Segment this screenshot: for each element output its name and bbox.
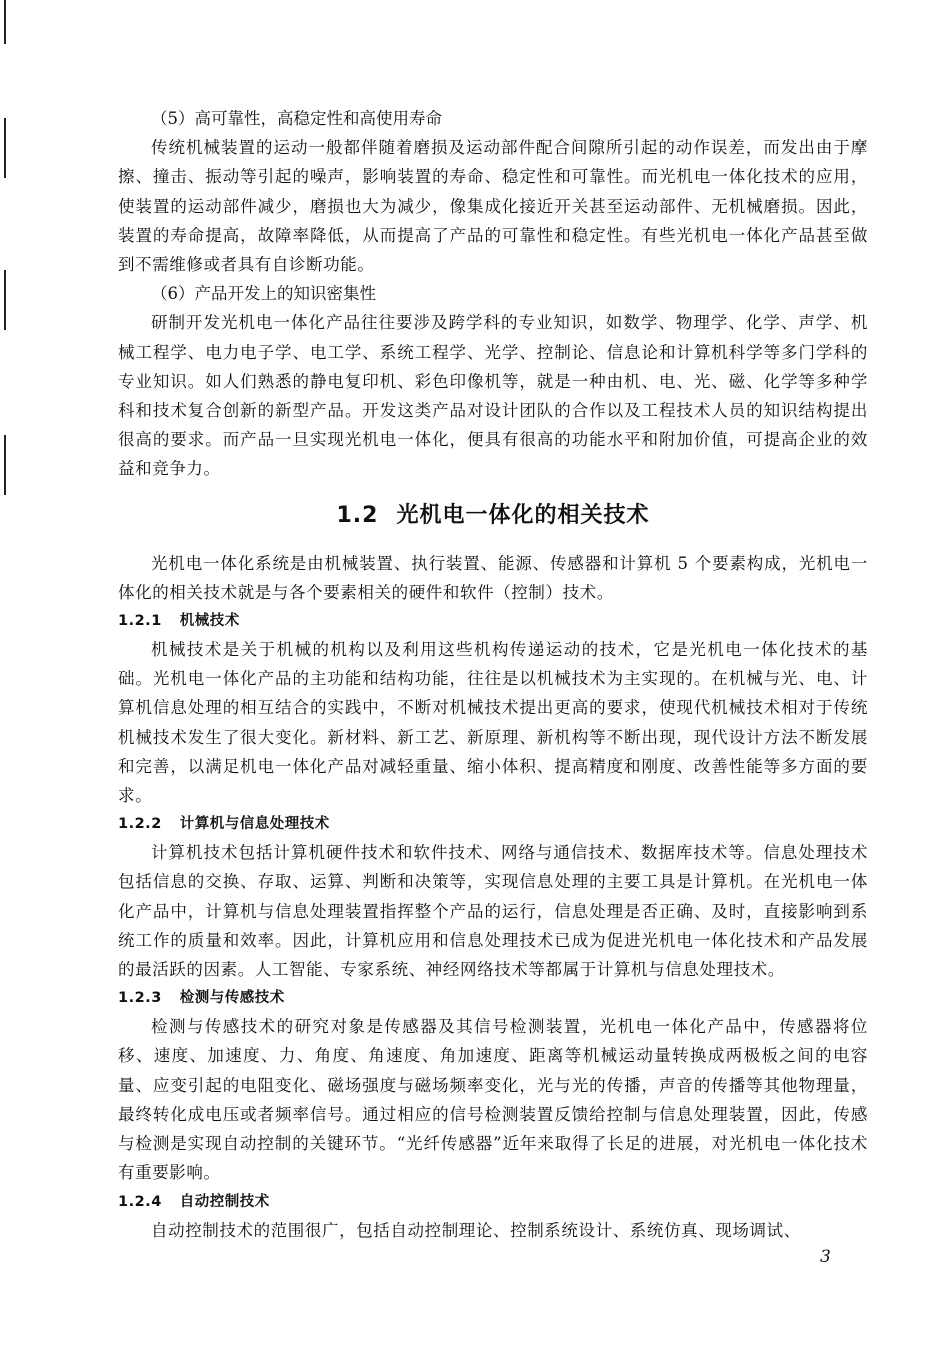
subsection-title: 自动控制技术 <box>179 1193 270 1210</box>
scan-edge-mark <box>4 435 6 495</box>
paragraph: 机械技术是关于机械的机构以及利用这些机构传递运动的技术，它是光机电一体化技术的基础。光机电一体化产品的主功能和结构功能，往往是以机械技术为主实现的。在机械与光、电、计算机信息处理的相互结合的实践中，不断对机械技术提出更高的要求，使现代机械技术相对于传统机械技术发生了很大变化。新材料、新工艺、新原理、新机构等不断出现，现代设计方法不断发展和完善，以满足机电一体化产品对减轻重量、缩小体积、提高精度和刚度、改善性能等多方面的要求。 <box>118 640 868 806</box>
page-number: 3 <box>820 1247 831 1267</box>
paragraph: 计算机技术包括计算机硬件技术和软件技术、网络与通信技术、数据库技术等。信息处理技术包括信息的交换、存取、运算、判断和决策等，实现信息处理的主要工具是计算机。在光机电一体化产品中，计算机与信息处理装置指挥整个产品的运行，信息处理是否正确、及时，直接影响到系统工作的质量和效率。因此，计算机应用和信息处理技术已成为促进光机电一体化技术和产品发展的最活跃的因素。人工智能、专家系统、神经网络技术等都属于计算机与信息处理技术。 <box>118 843 868 980</box>
subsection-number: 1.2.3 <box>118 990 162 1007</box>
subsection-title: 机械技术 <box>179 613 240 630</box>
subsection-title: 检测与传感技术 <box>179 990 285 1007</box>
subsection-title: 计算机与信息处理技术 <box>179 816 330 833</box>
list-item-5: （5）高可靠性，高稳定性和高使用寿命 <box>151 109 442 128</box>
paragraph: 传统机械装置的运动一般都伴随着磨损及运动部件配合间隙所引起的动作误差，而发出由于摩擦、撞击、振动等引起的噪声，影响装置的寿命、稳定性和可靠性。而光机电一体化技术的应用，使装置的运动部件减少，磨损也大为减少，像集成化接近开关甚至运动部件、无机械磨损。因此，装置的寿命提高，故障率降低，从而提高了产品的可靠性和稳定性。有些光机电一体化产品甚至做到不需维修或者具有自诊断功能。 <box>118 138 868 275</box>
subsection-number: 1.2.1 <box>118 613 162 630</box>
paragraph: 光机电一体化系统是由机械装置、执行装置、能源、传感器和计算机 5 个要素构成，光机电一体化的相关技术就是与各个要素相关的硬件和软件（控制）技术。 <box>118 553 868 602</box>
paragraph: 自动控制技术的范围很广，包括自动控制理论、控制系统设计、系统仿真、现场调试、 <box>151 1220 801 1240</box>
scan-edge-mark <box>4 270 6 330</box>
subsection-number: 1.2.2 <box>118 816 162 833</box>
section-number: 1.2 <box>336 502 379 528</box>
subsection-heading <box>118 984 868 1012</box>
subsection-heading <box>118 810 868 838</box>
section-heading <box>118 498 868 529</box>
scan-edge-mark <box>4 118 6 178</box>
paragraph: 检测与传感技术的研究对象是传感器及其信号检测装置，光机电一体化产品中，传感器将位移、速度、加速度、力、角度、角速度、角加速度、距离等机械运动量转换成两极板之间的电容量、应变引起的电阻变化、磁场强度与磁场频率变化，光与光的传播，声音的传播等其他物理量，最终转化成电压或者频率信号。通过相应的信号检测装置反馈给控制与信息处理装置，因此，传感与检测是实现自动控制的关键环节。“光纤传感器”近年来取得了长足的进展，对光机电一体化技术有重要影响。 <box>118 1017 868 1183</box>
paragraph: 研制开发光机电一体化产品往往要涉及跨学科的专业知识，如数学、物理学、化学、声学、机械工程学、电力电子学、电工学、系统工程学、光学、控制论、信息论和计算机科学等多门学科的专业知识。如人们熟悉的静电复印机、彩色印像机等，就是一种由机、电、光、磁、化学等多种学科和技术复合创新的新型产品。开发这类产品对设计团队的合作以及工程技术人员的知识结构提出很高的要求。而产品一旦实现光机电一体化，便具有很高的功能水平和附加价值，可提高企业的效益和竞争力。 <box>118 313 868 479</box>
subsection-number: 1.2.4 <box>118 1193 162 1210</box>
subsection-heading <box>118 1188 868 1216</box>
scan-edge-mark <box>4 0 6 44</box>
subsection-heading <box>118 607 868 635</box>
page-body <box>118 104 868 1245</box>
section-title: 光机电一体化的相关技术 <box>396 502 650 528</box>
list-item-6: （6）产品开发上的知识密集性 <box>151 284 376 304</box>
